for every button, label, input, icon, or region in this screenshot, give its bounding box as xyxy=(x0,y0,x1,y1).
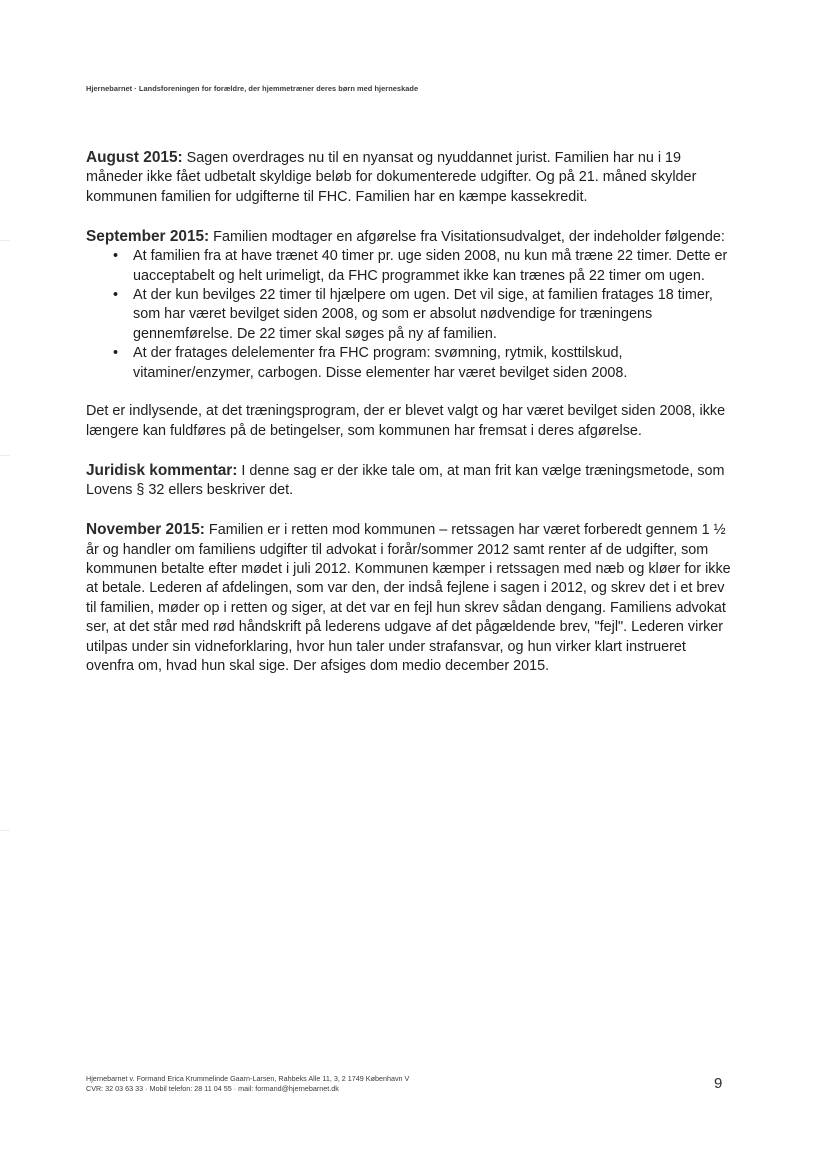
list-item-text: At familien fra at have trænet 40 timer pr. uge siden 2008, nu kun må træne 22 timer. Dette er uacceptabelt og helt urimeligt, da FHC programmet ikke kan trænes på 22 timer om ugen. xyxy=(133,248,728,284)
scan-artifact xyxy=(0,240,10,241)
list-item-text: At der fratages delelementer fra FHC program: svømning, rytmik, kosttilskud, vitaminer/enzymer, carbogen. Disse elementer har været bevilget siden 2008. xyxy=(133,345,628,381)
bullet-icon: • xyxy=(113,248,119,265)
decision-bullet-list xyxy=(86,247,736,383)
paragraph-text: I denne sag er der ikke tale om, at man frit kan vælge træningsmetode, som Lovens § 32 ellers beskriver det. xyxy=(86,462,725,499)
date-label: August 2015: xyxy=(86,149,183,166)
paragraph-text: Familien er i retten mod kommunen – retssagen har været forberedt gennem 1 ½ år og handler om familiens udgifter til advokat i forår/sommer 2012 samt renter af de udgifter, som kommunen betalte efter mødet i juli 2012. Kommunen kæmper i retssagen med næb og kløer for ikke at betale. Lederen af afdelingen, som var den, der indså fejlene i sagen i 2012, og skrev det i et brev til familien, møder op i retten og siger, at det var en fejl hun skrev sådan dengang. Familiens advokat ser, at det står med rød håndskrift på lederens udgave af det pågældende brev, "fejl". Lederen virker utilpas under sin vidneforklaring, hvor hun taler under strafansvar, og hun virker klart instrueret ovenfra om, hvad hun skal sige. Der afsiges dom medio december 2015. xyxy=(86,522,731,674)
document-body xyxy=(86,148,736,696)
bullet-icon: • xyxy=(113,286,119,303)
paragraph-text: Familien modtager en afgørelse fra Visitationsudvalget, der indeholder følgende: xyxy=(209,228,725,245)
footer-contact: CVR: 32 03 63 33 · Mobil telefon: 28 11 04 55 · mail: formand@hjernebarnet.dk xyxy=(86,1084,339,1093)
footer-address: Hjernebarnet v. Formand Erica Krummelinde Gaarn-Larsen, Rahbeks Alle 11, 3, 2 1749 København V xyxy=(86,1074,410,1083)
list-item-text: At der kun bevilges 22 timer til hjælpere om ugen. Det vil sige, at familien fratages 18 timer, som har været bevilget siden 2008, og som er absolut nødvendige for træningens gennemførelse. De 22 timer skal søges på ny af familien. xyxy=(133,286,713,342)
page-footer xyxy=(86,1074,409,1094)
scan-artifact xyxy=(0,830,10,831)
date-label: November 2015: xyxy=(86,521,205,539)
comment-label: Juridisk kommentar: xyxy=(86,461,238,479)
paragraph-text: Sagen overdrages nu til en nyansat og nyuddannet jurist. Familien har nu i 19 måneder ikke fået udbetalt skyldige beløb for dokumenterede udgifter. Og på 21. måned skylder kommunen familien for udgifterne til FHC. Familien har en kæmpe kassekredit. xyxy=(86,150,697,205)
running-header: Hjernebarnet · Landsforeningen for forældre, der hjemmetræner deres børn med hjerneskade xyxy=(86,84,419,93)
paragraph-indlysende: Det er indlysende, at det træningsprogram, der er blevet valgt og har været bevilget siden 2008, ikke længere kan fuldføres på de betingelser, som kommunen har fremsat i deres afgørelse. xyxy=(86,403,726,439)
bullet-icon: • xyxy=(113,345,119,362)
list-item xyxy=(86,286,736,344)
list-item xyxy=(86,247,736,286)
page-number: 9 xyxy=(714,1075,723,1092)
paragraph-september xyxy=(86,227,736,247)
date-label: September 2015: xyxy=(86,227,210,245)
list-item xyxy=(86,344,736,383)
paragraph-august xyxy=(86,148,736,207)
paragraph-november xyxy=(86,520,736,676)
scan-artifact xyxy=(0,455,10,456)
paragraph-juridisk xyxy=(86,461,736,501)
